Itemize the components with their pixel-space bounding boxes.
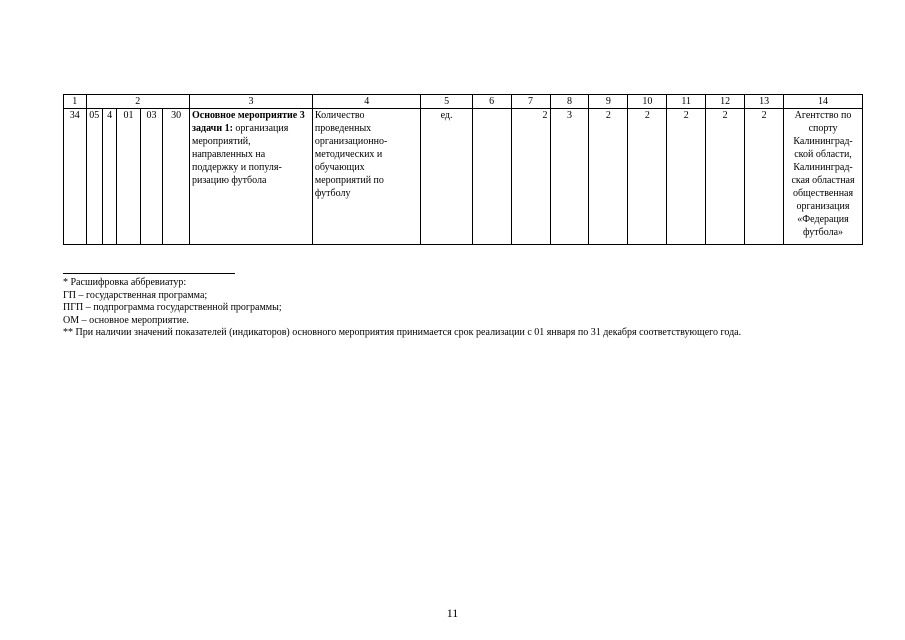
- header-cell: 11: [667, 95, 706, 109]
- code-cell: 4: [102, 109, 116, 245]
- value-cell: 2: [667, 109, 706, 245]
- activity-description: организация мероприятий, направленных на поддержку и популя-ризацию футбола: [192, 123, 289, 186]
- table-header-row: [64, 95, 863, 109]
- value-cell: [472, 109, 511, 245]
- value-cell: 2: [706, 109, 745, 245]
- footnote-line: ** При наличии значений показателей (индикаторов) основного мероприятия принимается срок реализации с 01 января по 31 декабря соответствующего года.: [63, 327, 742, 339]
- indicators-table: [63, 94, 863, 245]
- footnote-line: ОМ – основное мероприятие.: [63, 314, 190, 326]
- header-cell: 6: [472, 95, 511, 109]
- header-cell: 4: [312, 95, 421, 109]
- footnote-divider: [63, 273, 235, 274]
- value-cell: 2: [745, 109, 784, 245]
- code-cell: 34: [64, 109, 87, 245]
- header-cell: 1: [64, 95, 87, 109]
- page-number: 11: [446, 606, 459, 620]
- unit-cell: ед.: [421, 109, 472, 245]
- value-cell: 3: [550, 109, 589, 245]
- header-cell: 7: [511, 95, 550, 109]
- code-cell: 30: [163, 109, 190, 245]
- header-cell: 10: [628, 95, 667, 109]
- footnote-line: ГП – государственная программа;: [63, 289, 208, 301]
- header-cell: 12: [706, 95, 745, 109]
- header-cell: 5: [421, 95, 472, 109]
- header-cell: 3: [190, 95, 313, 109]
- footnotes: [63, 273, 863, 340]
- value-cell: 2: [589, 109, 628, 245]
- activity-name-cell: [190, 109, 313, 245]
- value-cell: 2: [628, 109, 667, 245]
- footnote-line: ПГП – подпрограмма государственной программы;: [63, 302, 282, 314]
- indicator-cell: Количество проведенных организационно-методических и обучающих мероприятий по футболу: [312, 109, 421, 245]
- code-cell: 05: [86, 109, 102, 245]
- header-cell: 8: [550, 95, 589, 109]
- code-cell: 01: [117, 109, 141, 245]
- header-cell: 13: [745, 95, 784, 109]
- header-cell: 2: [86, 95, 189, 109]
- code-cell: 03: [140, 109, 163, 245]
- header-cell: 9: [589, 95, 628, 109]
- value-cell: 2: [511, 109, 550, 245]
- footnote-line: * Расшифровка аббревиатур:: [63, 277, 187, 288]
- table-row: [64, 109, 863, 245]
- executor-cell: Агентство по спорту Калининград-ской области, Калининград-ская областная общественная организация «Федерация футбола»: [784, 109, 863, 245]
- activity-title: Основное мероприятие 3 задачи 1:: [192, 110, 305, 134]
- header-cell: 14: [784, 95, 863, 109]
